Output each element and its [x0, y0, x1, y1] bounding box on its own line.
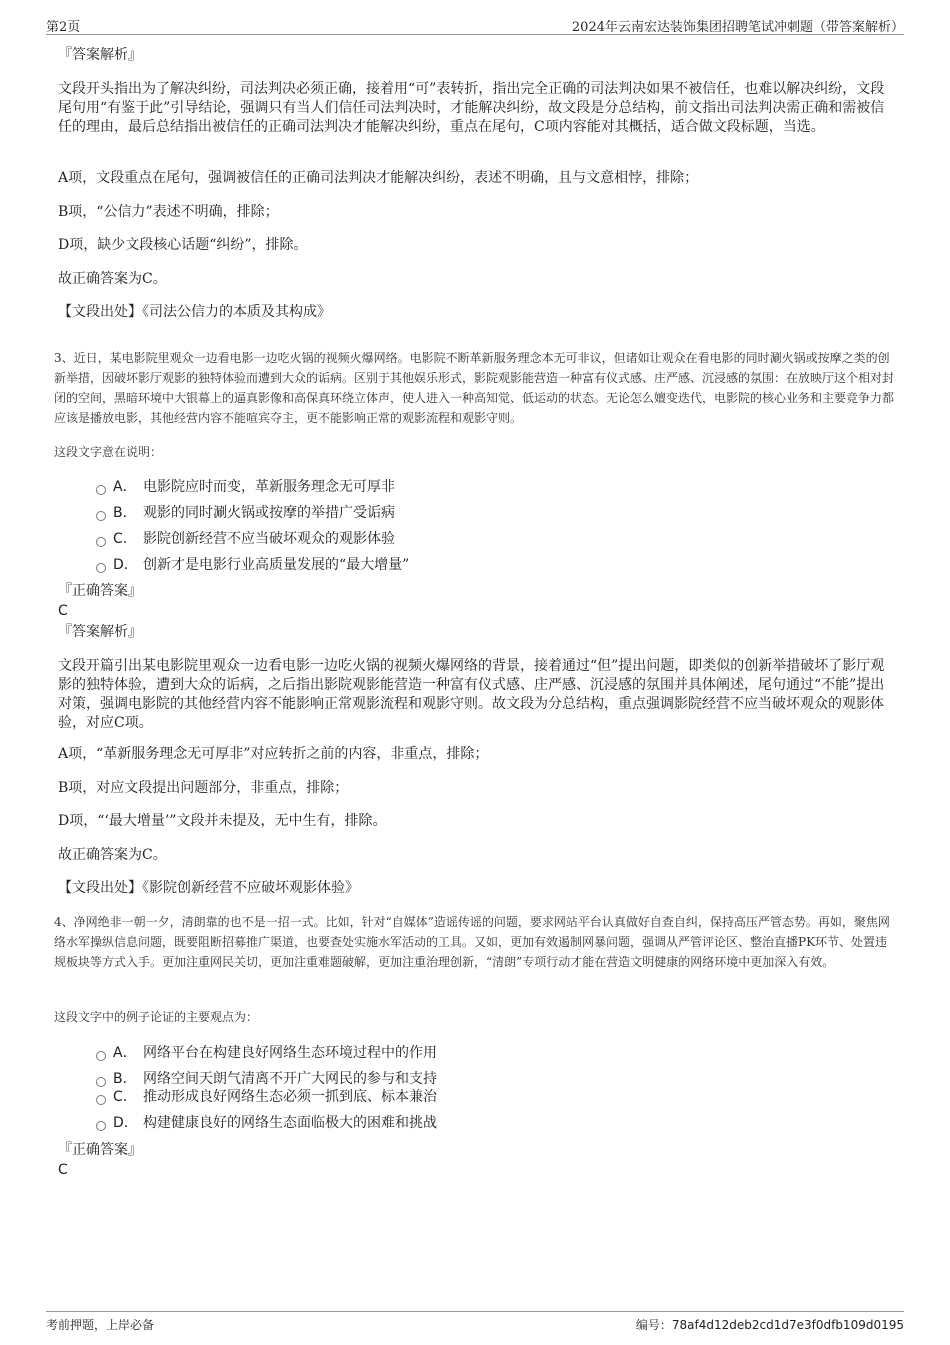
radio-icon[interactable]	[96, 563, 106, 573]
option-text: 影院创新经营不应当破坏观众的观影体验	[143, 531, 395, 547]
question-3-answer-label: 『正确答案』	[58, 583, 142, 599]
option-letter: D．	[113, 557, 138, 573]
question-4-stem: 4、净网绝非一朝一夕，清朗靠的也不是一招一式。比如，针对“自媒体”造谣传谣的问题，要求网站平台认真做好自查自纠，保持高压严管态势。再如，聚焦网络水军操纵信息问题，既要阻断招募推广渠道，也要查处实施水军活动的工具。又如，更加有效遏制网暴问题，强调从严管评论区、整治直播PK环节、处置违规板块等方式入手。更加注重网民关切，更加注重难题破解，更加注重治理创新，“清朗”专项行动才能在营造文明健康的网络环境中更加深入有效。	[54, 915, 890, 969]
page-number: 第2页	[46, 20, 81, 35]
option-letter: A．	[113, 479, 137, 495]
question-3-analysis-label: 『答案解析』	[58, 624, 142, 640]
question-4-answer-label: 『正确答案』	[58, 1142, 142, 1158]
footer-code: 78af4d12deb2cd1d7e3f0dfb109d0195	[671, 1318, 904, 1332]
page-footer	[46, 1311, 904, 1336]
option-letter: C．	[113, 531, 137, 547]
option-text: 构建健康良好的网络生态面临极大的困难和挑战	[143, 1115, 437, 1131]
option-letter: B．	[113, 505, 137, 521]
option-text: 推动形成良好网络生态必须一抓到底、标本兼治	[143, 1089, 437, 1105]
page-header	[46, 14, 904, 35]
question-3-conclusion: 故正确答案为C。	[58, 847, 167, 863]
question-4-prompt: 这段文字中的例子论证的主要观点为：	[54, 1010, 259, 1024]
radio-icon[interactable]	[96, 1051, 106, 1061]
document-title: 2024年云南宏达装饰集团招聘笔试冲刺题（带答案解析）	[571, 20, 904, 35]
radio-icon[interactable]	[96, 537, 106, 547]
question-3-source: 【文段出处】《影院创新经营不应破坏观影体验》	[58, 880, 359, 896]
question-3-option-c[interactable]	[96, 529, 395, 549]
question-3-option-d-analysis: D项，“‘最大增量’”文段并未提及，无中生有，排除。	[58, 813, 387, 829]
conclusion: 故正确答案为C。	[58, 271, 167, 287]
footer-slogan: 考前押题，上岸必备	[46, 1318, 155, 1332]
option-letter: B．	[113, 1071, 137, 1087]
question-3-option-d[interactable]	[96, 555, 409, 575]
footer-code-label: 编号：	[635, 1318, 672, 1332]
radio-icon[interactable]	[96, 511, 106, 521]
option-letter: C．	[113, 1089, 137, 1105]
option-text: 观影的同时涮火锅或按摩的举措广受诟病	[143, 505, 395, 521]
question-3-option-b-analysis: B项，对应文段提出问题部分，非重点，排除；	[58, 780, 349, 796]
option-text: 网络平台在构建良好网络生态环境过程中的作用	[143, 1045, 437, 1061]
question-3-prompt: 这段文字意在说明：	[54, 445, 163, 459]
option-d-analysis: D项，缺少文段核心话题“纠纷”，排除。	[58, 237, 308, 253]
question-3-analysis-text: 文段开篇引出某电影院里观众一边看电影一边吃火锅的视频火爆网络的背景，接着通过“但”提出问题，即类似的创新举措破坏了影厅观影的独特体验，遭到大众的诟病，之后指出影院观影能营造一种富有仪式感、庄严感、沉浸感的氛围并具体阐述，尾句通过“不能”提出对策，强调电影院的其他经营内容不能影响正常观影流程和观影守则。故文段为分总结构，重点强调影院经营不应当破坏观众的观影体验，对应C项。	[58, 658, 885, 731]
option-a-analysis: A项，文段重点在尾句，强调被信任的正确司法判决才能解决纠纷，表述不明确，且与文意相悖，排除；	[58, 170, 699, 186]
footer-code-block	[636, 1316, 904, 1333]
analysis-label: 『答案解析』	[58, 47, 142, 63]
option-b-analysis: B项，“公信力”表述不明确，排除；	[58, 204, 279, 220]
question-3-option-a[interactable]	[96, 477, 395, 497]
option-text: 网络空间天朗气清离不开广大网民的参与和支持	[143, 1071, 437, 1087]
radio-icon[interactable]	[96, 485, 106, 495]
passage-source: 【文段出处】《司法公信力的本质及其构成》	[58, 304, 331, 320]
question-4-option-b[interactable]	[96, 1069, 437, 1089]
option-letter: A．	[113, 1045, 137, 1061]
question-4-answer: C	[58, 1162, 68, 1178]
option-text: 电影院应时而变，革新服务理念无可厚非	[143, 479, 395, 495]
question-4-option-d[interactable]	[96, 1113, 437, 1133]
radio-icon[interactable]	[96, 1095, 106, 1105]
question-3-answer: C	[58, 603, 68, 619]
radio-icon[interactable]	[96, 1077, 106, 1087]
question-3-stem: 3、近日，某电影院里观众一边看电影一边吃火锅的视频火爆网络。电影院不断革新服务理念本无可非议，但诸如让观众在看电影的同时涮火锅或按摩之类的创新举措，因破坏影厅观影的独特体验而遭到大众的诟病。区别于其他娱乐形式，影院观影能营造一种富有仪式感、庄严感、沉浸感的氛围：在放映厅这个相对封闭的空间，黑暗环境中大银幕上的逼真影像和高保真环绕立体声，使人进入一种高知觉、低运动的状态。无论怎么嬗变迭代，电影院的核心业务和主要竞争力都应该是播放电影，其他经营内容不能喧宾夺主，更不能影响正常的观影流程和观影守则。	[54, 351, 895, 425]
question-3-option-a-analysis: A项，“革新服务理念无可厚非”对应转折之前的内容，非重点，排除；	[58, 746, 489, 762]
option-letter: D．	[113, 1115, 138, 1131]
question-3-option-b[interactable]	[96, 503, 395, 523]
question-4-option-a[interactable]	[96, 1043, 437, 1063]
question-4-option-c[interactable]	[96, 1087, 437, 1107]
option-text: 创新才是电影行业高质量发展的“最大增量”	[143, 557, 410, 573]
radio-icon[interactable]	[96, 1121, 106, 1131]
analysis-text: 文段开头指出为了解决纠纷，司法判决必须正确，接着用“可”表转折，指出完全正确的司法判决如果不被信任，也难以解决纠纷，文段尾句用“有鉴于此”引导结论，强调只有当人们信任司法判决时，才能解决纠纷，故文段是分总结构，前文指出司法判决需正确和需被信任的理由，最后总结指出被信任的正确司法判决才能解决纠纷，重点在尾句，C项内容能对其概括，适合做文段标题，当选。	[58, 81, 885, 135]
